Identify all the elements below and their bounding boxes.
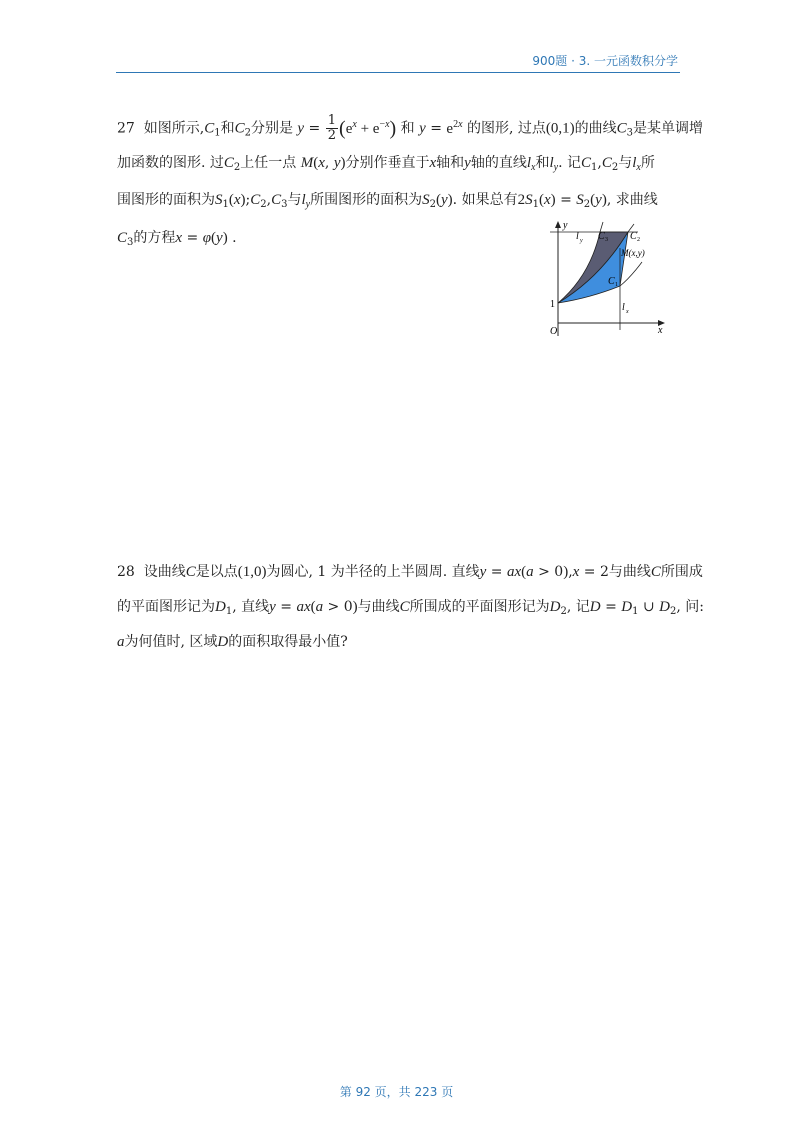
text: 为何值时, 区域 [124, 634, 218, 650]
text: 和 [535, 155, 550, 171]
p28-line-3: a为何值时, 区域D的面积取得最小值? [117, 634, 348, 650]
text: , 求曲线 [606, 192, 658, 208]
text: 所围成 [660, 564, 703, 580]
text: 与 [618, 155, 633, 171]
text: 所 [640, 155, 655, 171]
text: 是以点 [195, 564, 238, 580]
text: 的方程 [133, 230, 176, 246]
fraction: $\frac{1}{2}$ [327, 113, 337, 143]
text: 上任一点 [240, 155, 297, 171]
label-y: y [563, 220, 568, 231]
label-c3: C [598, 231, 605, 242]
problem-number: 28 [117, 564, 135, 580]
label-m: M(x,y) [621, 248, 645, 258]
p28-line-1: 28 设曲线C是以点(1,0)为圆心, 1 为半径的上半圆周. 直线y = ax(a > 0),x = 2与曲线C所围成 [117, 564, 703, 580]
text: 分别作垂直于 [345, 155, 430, 171]
text: 的面积取得最小值? [228, 634, 348, 650]
text: 分别是 [250, 120, 293, 137]
text: 和 [400, 120, 415, 137]
text: 所围成的平面图形记为 [409, 599, 550, 615]
text: . [232, 230, 237, 246]
y-axis-arrow [555, 221, 561, 228]
text: 是某单调增 [633, 120, 704, 137]
label-c3-sub: 3 [605, 237, 608, 243]
text: 与曲线 [357, 599, 400, 615]
label-origin: O [550, 326, 558, 337]
label-lx: l [622, 302, 625, 313]
header-title: 900题 · 3. 一元函数积分学 [532, 54, 678, 68]
text: , 记 [566, 599, 590, 615]
label-ly: l [576, 231, 579, 242]
text: 与曲线 [608, 564, 651, 580]
text: , [568, 564, 573, 580]
p27-line-2: 加函数的图形. 过$C_2$上任一点 M(x, y)分别作垂直于x轴和y轴的直线$l_x$和$l_y$. 记$C_1,C_2$与$l_x$所 [117, 155, 655, 173]
p27-line-4: $C_3$的方程x = φ(y) . [117, 230, 237, 248]
label-c2: C [630, 231, 637, 242]
problem-number: 27 [117, 120, 135, 137]
label-lx-sub: x [626, 309, 629, 315]
area-figure [540, 218, 670, 340]
text: , 直线 [232, 599, 270, 615]
text: 所围图形的面积为 [310, 192, 423, 208]
text: . 如果总有 [452, 192, 518, 208]
label-c1-sub: 1 [615, 282, 618, 288]
text: , 问: [676, 599, 704, 615]
p27-line-3: 围图形的面积为$S_1(x);C_2,C_3$与$l_y$所围图形的面积为$S_2(y)$. 如果总有$2S_1(x) = S_2(y)$, 求曲线 [117, 192, 658, 210]
label-c1: C [608, 276, 615, 287]
text: 围图形的面积为 [117, 192, 215, 208]
p28-line-2: 的平面图形记为$D_1$, 直线y = ax(a > 0)与曲线C所围成的平面图形记为$D_2$, 记$D = D_1$ ∪ $D_2$, 问: [117, 599, 704, 617]
text: 设曲线 [143, 564, 186, 580]
label-ly-sub: y [580, 238, 583, 244]
text: 的图形, 过点 [467, 120, 546, 137]
page-header [116, 48, 680, 73]
problem-28 [117, 562, 704, 662]
text: 轴和 [436, 155, 465, 171]
label-c2-sub: 2 [637, 237, 640, 243]
text: 为圆心, 1 为半径的上半圆周. 直线 [266, 564, 480, 580]
text: 轴的直线 [470, 155, 527, 171]
label-x: x [658, 325, 663, 336]
text: . 记 [558, 155, 581, 171]
p27-line-1: 27 如图所示$,C_1$和$C_2$分别是 y = $\frac{1}{2}$ $(e^x + e^{-x})$ 和 $y = e^{2x}$ 的图形, 过点(0,1)的曲线$C_3$是某单调增 [117, 113, 704, 143]
text: 如图所示, [143, 120, 205, 137]
text: 的曲线 [574, 120, 617, 137]
text: 加函数的图形. 过 [117, 155, 224, 171]
page-footer: 第 92 页，共 223 页 [339, 1085, 454, 1099]
text: 的平面图形记为 [117, 599, 215, 615]
label-one: 1 [550, 299, 555, 310]
text: 与 [287, 192, 302, 208]
text: 和 [220, 120, 235, 137]
